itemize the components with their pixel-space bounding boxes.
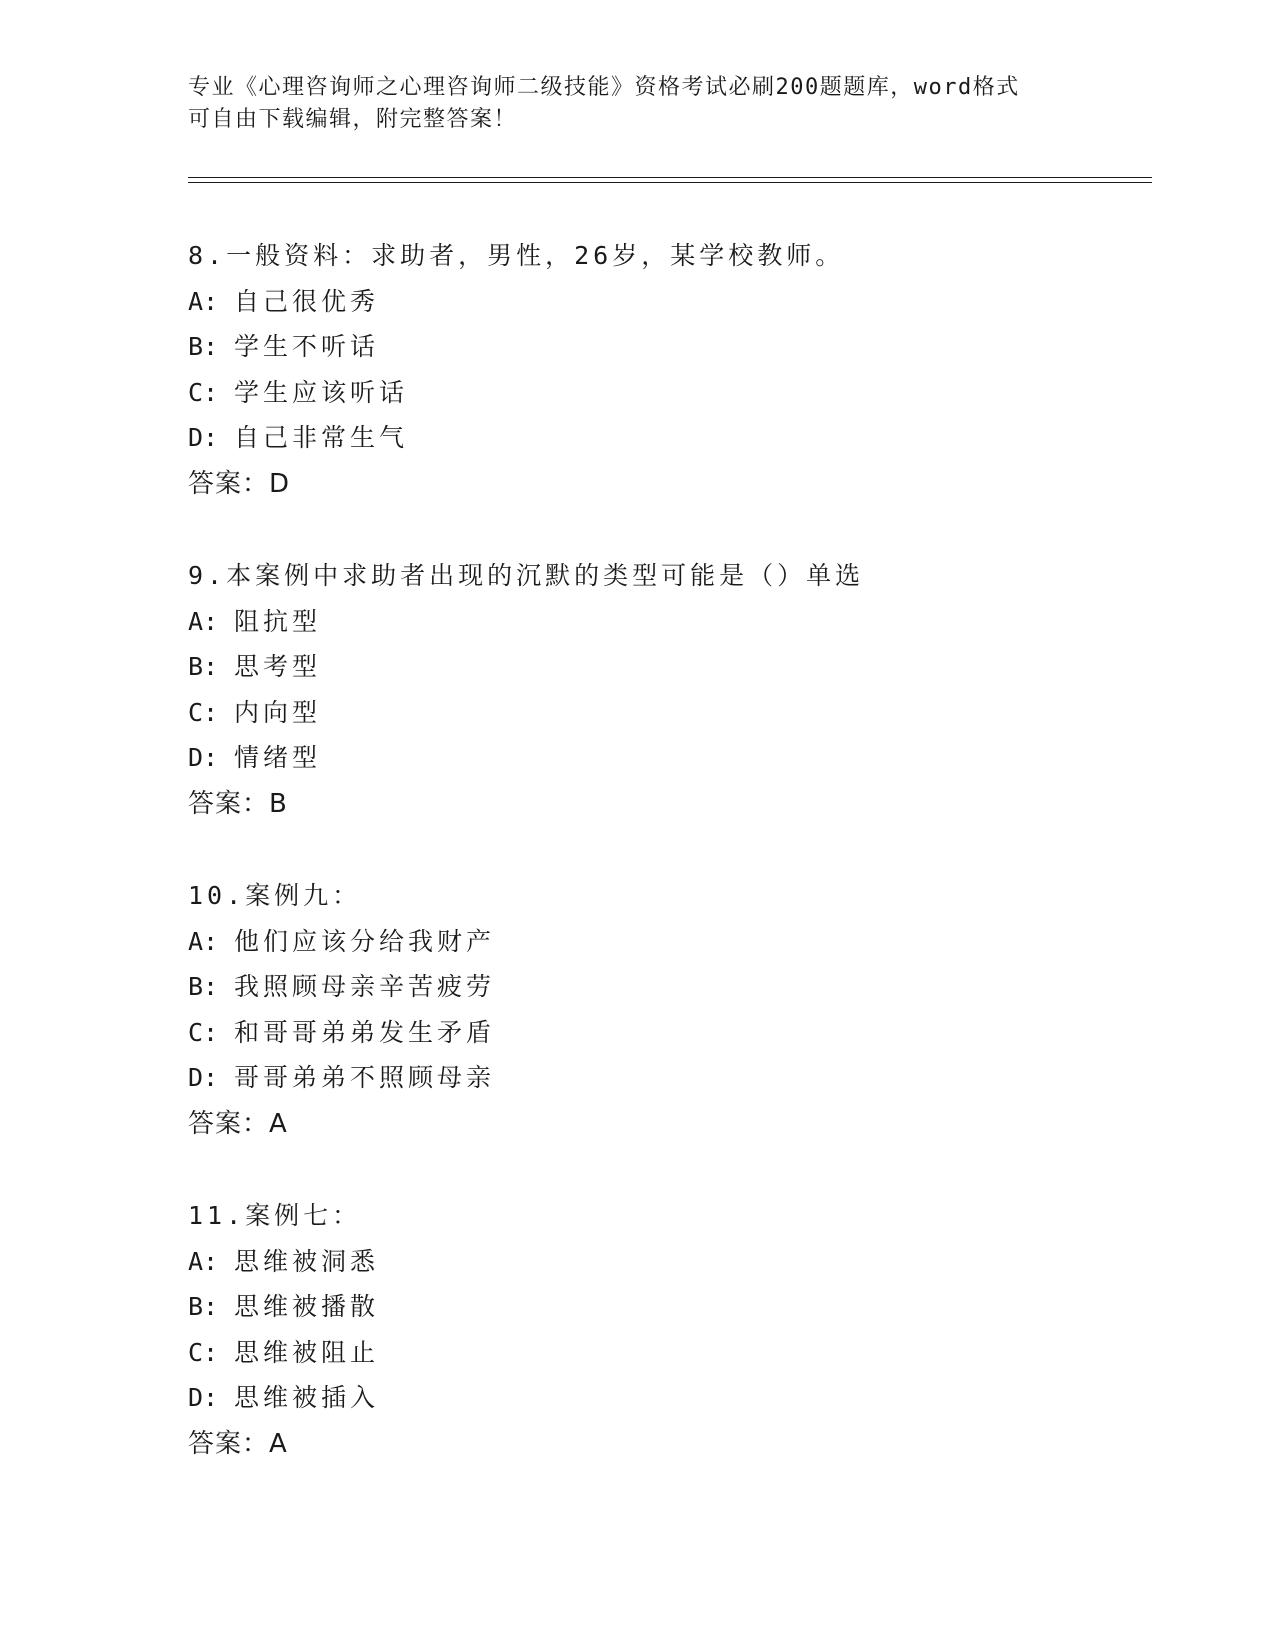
- answer-line: 答案：A: [188, 1108, 288, 1139]
- option-text: 思考型: [234, 652, 322, 681]
- answer-line: 答案：A: [188, 1428, 288, 1459]
- option-text: 学生应该听话: [234, 377, 409, 407]
- option-letter: B:: [188, 1292, 219, 1321]
- option-a: [188, 1239, 1088, 1285]
- question-8: [188, 233, 1088, 507]
- option-letter: A:: [188, 286, 219, 316]
- option-text: 思维被插入: [234, 1383, 380, 1412]
- option-text: 哥哥弟弟不照顾母亲: [234, 1063, 496, 1092]
- option-text: 情绪型: [234, 743, 322, 772]
- option-letter: C:: [188, 1017, 219, 1047]
- option-d: [188, 735, 1088, 781]
- answer-line: 答案：D: [188, 468, 291, 499]
- option-a: [188, 919, 1088, 965]
- option-text: 思维被洞悉: [234, 1246, 380, 1276]
- option-c: [188, 1010, 1088, 1056]
- option-text: 他们应该分给我财产: [234, 926, 496, 956]
- option-b: [188, 324, 1088, 370]
- option-text: 自己非常生气: [234, 423, 409, 452]
- option-letter: B:: [188, 652, 219, 681]
- option-text: 思维被播散: [234, 1292, 380, 1321]
- option-letter: B:: [188, 972, 219, 1001]
- option-letter: B:: [188, 332, 219, 361]
- option-c: [188, 370, 1088, 416]
- option-d: [188, 1055, 1088, 1101]
- option-letter: C:: [188, 377, 219, 407]
- option-letter: D:: [188, 1063, 219, 1092]
- option-text: 思维被阻止: [234, 1337, 380, 1367]
- header-title-line1: 专业《心理咨询师之心理咨询师二级技能》资格考试必刷200题题库，word格式: [188, 75, 1020, 100]
- option-text: 内向型: [234, 697, 322, 727]
- option-text: 自己很优秀: [234, 286, 380, 316]
- option-c: [188, 690, 1088, 736]
- header-divider-bottom: [188, 182, 1152, 183]
- option-b: [188, 964, 1088, 1010]
- option-letter: C:: [188, 1337, 219, 1367]
- question-10: [188, 873, 1088, 1147]
- document-header: [188, 72, 1088, 136]
- option-b: [188, 644, 1088, 690]
- option-letter: A:: [188, 606, 219, 636]
- option-c: [188, 1330, 1088, 1376]
- option-a: [188, 279, 1088, 325]
- question-9: [188, 553, 1088, 827]
- option-d: [188, 415, 1088, 461]
- option-letter: D:: [188, 423, 219, 452]
- option-letter: D:: [188, 1383, 219, 1412]
- option-letter: D:: [188, 743, 219, 772]
- option-letter: A:: [188, 1246, 219, 1276]
- option-a: [188, 599, 1088, 645]
- option-d: [188, 1375, 1088, 1421]
- question-stem: 11.案例七：: [188, 1201, 362, 1230]
- header-title-line2: 可自由下载编辑，附完整答案！: [188, 107, 518, 132]
- option-letter: A:: [188, 926, 219, 956]
- question-11: [188, 1193, 1088, 1467]
- option-b: [188, 1284, 1088, 1330]
- option-letter: C:: [188, 697, 219, 727]
- answer-line: 答案：B: [188, 788, 288, 819]
- header-divider-top: [188, 177, 1152, 178]
- option-text: 学生不听话: [234, 332, 380, 361]
- option-text: 我照顾母亲辛苦疲劳: [234, 972, 496, 1001]
- question-stem: 9.本案例中求助者出现的沉默的类型可能是（）单选: [188, 561, 865, 590]
- question-stem: 10.案例九：: [188, 881, 362, 910]
- question-stem: 8.一般资料：求助者，男性，26岁，某学校教师。: [188, 241, 845, 270]
- option-text: 阻抗型: [234, 606, 322, 636]
- option-text: 和哥哥弟弟发生矛盾: [234, 1017, 496, 1047]
